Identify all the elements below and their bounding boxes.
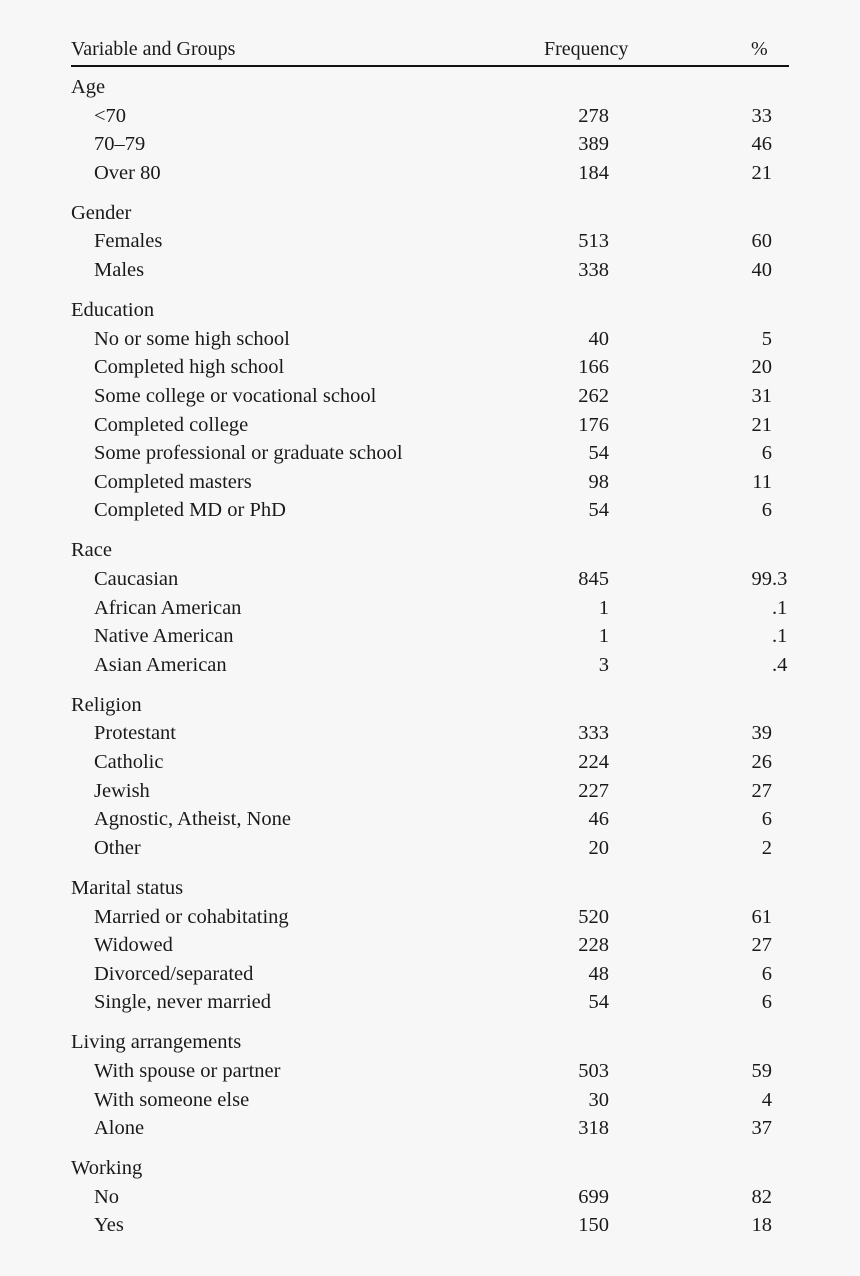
- row-percent: .1: [772, 596, 788, 619]
- row-percent: 39: [751, 722, 772, 745]
- row-frequency: 503: [578, 1060, 609, 1082]
- table-row: [71, 159, 789, 188]
- group-age: [71, 73, 789, 187]
- table-row: [71, 719, 789, 748]
- group-title: [71, 1028, 789, 1057]
- row-frequency: 389: [578, 133, 609, 156]
- row-label: Some professional or graduate school: [94, 442, 403, 465]
- row-percent: .4: [772, 653, 788, 676]
- row-label: Asian American: [94, 653, 227, 676]
- row-percent: 5: [761, 327, 772, 350]
- group-title: [71, 691, 789, 720]
- row-percent: 82: [751, 1185, 772, 1208]
- row-frequency: 224: [578, 751, 609, 774]
- row-label: Jewish: [94, 779, 150, 802]
- row-frequency: 278: [578, 104, 609, 127]
- row-frequency: 845: [578, 568, 609, 590]
- header-percent: %: [751, 38, 768, 60]
- row-percent: 2: [761, 836, 772, 859]
- group-title-label: Gender: [71, 201, 132, 224]
- group-title: [71, 536, 789, 565]
- row-label: Completed MD or PhD: [94, 499, 286, 522]
- table-row: [71, 382, 789, 411]
- row-percent: 6: [761, 962, 772, 985]
- table-row: [71, 903, 789, 932]
- row-frequency: 150: [578, 1214, 609, 1237]
- group-title-label: Age: [71, 76, 106, 98]
- row-percent: 99.3: [751, 568, 788, 590]
- group-title-label: Religion: [71, 693, 142, 716]
- row-percent: 46: [751, 133, 772, 156]
- row-frequency: 3: [598, 653, 609, 676]
- group-title: [71, 1154, 789, 1183]
- group-living-arrangements: [71, 1028, 789, 1142]
- table-row: [71, 1057, 789, 1086]
- table-row: [71, 256, 789, 285]
- table-row: [71, 834, 789, 863]
- group-gender: [71, 199, 789, 285]
- row-label: Caucasian: [94, 568, 179, 590]
- table-row: [71, 622, 789, 651]
- table-row: [71, 565, 789, 594]
- row-label: Agnostic, Atheist, None: [94, 808, 292, 831]
- row-frequency: 54: [588, 499, 609, 522]
- row-percent: .1: [772, 625, 788, 648]
- row-label: Native American: [94, 625, 234, 648]
- row-percent: 27: [751, 779, 772, 802]
- table-row: [71, 960, 789, 989]
- row-frequency: 1: [598, 625, 609, 648]
- row-frequency: 520: [578, 905, 609, 928]
- row-percent: 31: [751, 384, 772, 407]
- row-frequency: 333: [578, 722, 609, 745]
- header-frequency: Frequency: [544, 38, 629, 60]
- row-frequency: 20: [588, 836, 609, 859]
- row-label: Divorced/separated: [94, 962, 254, 985]
- row-frequency: 699: [578, 1185, 609, 1208]
- group-title-label: Marital status: [71, 876, 184, 899]
- row-label: Other: [94, 836, 141, 859]
- row-label: African American: [94, 596, 242, 619]
- row-frequency: 98: [588, 470, 609, 493]
- row-percent: 6: [761, 808, 772, 831]
- row-label: Alone: [94, 1117, 145, 1140]
- group-title-label: Education: [71, 299, 155, 322]
- table-row: [71, 411, 789, 440]
- row-percent: 6: [761, 991, 772, 1014]
- group-working: [71, 1154, 789, 1240]
- group-title-label: Race: [71, 539, 112, 562]
- row-frequency: 1: [598, 596, 609, 619]
- row-label: <70: [94, 104, 127, 127]
- row-label: Married or cohabitating: [94, 905, 289, 928]
- row-percent: 6: [761, 499, 772, 522]
- row-frequency: 262: [578, 384, 609, 407]
- row-percent: 37: [751, 1117, 772, 1140]
- row-frequency: 40: [588, 327, 609, 350]
- header-rule: [71, 65, 789, 67]
- table-row: [71, 748, 789, 777]
- row-percent: 27: [751, 934, 772, 957]
- table-row: [71, 496, 789, 525]
- row-label: Over 80: [94, 161, 161, 184]
- row-label: Males: [94, 259, 145, 282]
- header-variable: Variable and Groups: [71, 38, 236, 60]
- row-frequency: 184: [578, 161, 609, 184]
- table-row: [71, 805, 789, 834]
- table-body: [71, 73, 789, 1240]
- group-race: [71, 536, 789, 679]
- group-title: [71, 874, 789, 903]
- row-label: Females: [94, 230, 163, 253]
- row-frequency: 513: [578, 230, 609, 253]
- row-label: 70–79: [94, 133, 146, 156]
- row-frequency: 227: [578, 779, 609, 802]
- table-row: [71, 651, 789, 680]
- table-row: [71, 1211, 789, 1240]
- group-marital-status: [71, 874, 789, 1017]
- row-percent: 4: [761, 1088, 772, 1111]
- row-label: Single, never married: [94, 991, 272, 1014]
- row-label: With someone else: [94, 1088, 250, 1111]
- row-frequency: 46: [588, 808, 609, 831]
- table-row: [71, 353, 789, 382]
- row-label: Widowed: [94, 934, 173, 957]
- row-percent: 6: [761, 442, 772, 465]
- table-row: [71, 777, 789, 806]
- row-percent: 18: [751, 1214, 772, 1237]
- group-title: [71, 199, 789, 228]
- demographics-table: [71, 34, 789, 1240]
- row-label: Catholic: [94, 751, 164, 774]
- table-row: [71, 439, 789, 468]
- row-percent: 40: [751, 259, 772, 282]
- row-percent: 59: [751, 1060, 772, 1082]
- row-percent: 11: [752, 470, 772, 493]
- row-label: With spouse or partner: [94, 1060, 281, 1082]
- row-frequency: 48: [588, 962, 609, 985]
- row-label: Some college or vocational school: [94, 384, 377, 407]
- row-label: Completed masters: [94, 470, 252, 493]
- group-education: [71, 296, 789, 525]
- row-label: Completed high school: [94, 356, 285, 379]
- row-percent: 26: [751, 751, 772, 774]
- row-frequency: 30: [588, 1088, 609, 1111]
- row-percent: 21: [751, 413, 772, 436]
- table-row: [71, 1183, 789, 1212]
- row-percent: 33: [751, 104, 772, 127]
- row-frequency: 318: [578, 1117, 609, 1140]
- table-row: [71, 468, 789, 497]
- row-label: Yes: [94, 1214, 124, 1237]
- group-religion: [71, 691, 789, 863]
- row-frequency: 176: [578, 413, 609, 436]
- table-row: [71, 227, 789, 256]
- table-header: [71, 34, 789, 65]
- table-row: [71, 988, 789, 1017]
- table-row: [71, 931, 789, 960]
- table-row: [71, 1086, 789, 1115]
- group-title: [71, 73, 789, 102]
- row-label: Completed college: [94, 413, 249, 436]
- group-title-label: Living arrangements: [71, 1031, 242, 1054]
- group-title: [71, 296, 789, 325]
- table-row: [71, 1114, 789, 1143]
- table-row: [71, 325, 789, 354]
- row-percent: 20: [751, 356, 772, 379]
- row-frequency: 228: [578, 934, 609, 957]
- row-frequency: 54: [588, 442, 609, 465]
- table-row: [71, 594, 789, 623]
- group-title-label: Working: [71, 1157, 143, 1180]
- row-frequency: 166: [578, 356, 609, 379]
- table-row: [71, 130, 789, 159]
- row-percent: 61: [751, 905, 772, 928]
- row-frequency: 54: [588, 991, 609, 1014]
- row-percent: 21: [751, 161, 772, 184]
- row-label: No: [94, 1185, 120, 1208]
- table-row: [71, 102, 789, 131]
- row-percent: 60: [751, 230, 772, 253]
- row-label: Protestant: [94, 722, 176, 745]
- row-frequency: 338: [578, 259, 609, 282]
- row-label: No or some high school: [94, 327, 290, 350]
